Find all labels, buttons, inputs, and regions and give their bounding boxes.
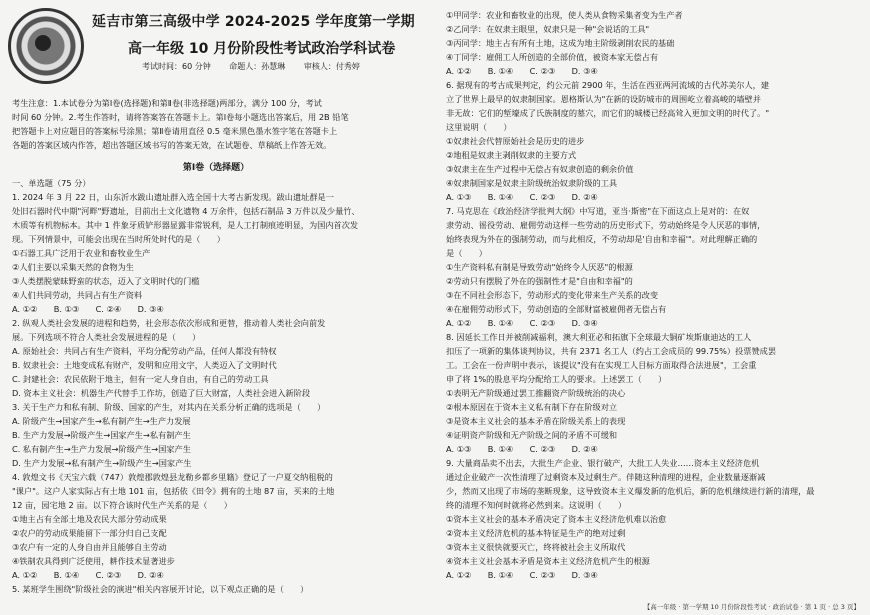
- text-line: 木质等有机物标本。其中 1 件象牙质铲形器显露非常锐利，是人工打制痕迹明显，为国内首次发: [12, 220, 359, 230]
- text-line: ②劳动只有摆脱了外在的强制性才是"自由和幸福"的: [446, 276, 633, 286]
- text-line: ②资本主义经济危机的基本特征是生产的绝对过剩: [446, 528, 626, 538]
- text-line: A. 阶级产生→国家产生→私有制产生→生产力发展: [12, 416, 191, 426]
- text-line: A. ①② B. ①④ C. ②③ D. ③④: [446, 66, 598, 76]
- text-line: 2. 纵观人类社会发展的进程和趋势，社会形态依次形成和更替，推动着人类社会向前发: [12, 318, 326, 328]
- text-line: ①资本主义社会的基本矛盾决定了资本主义经济危机难以治愈: [446, 514, 667, 524]
- exam-time: 考试时间：60 分钟: [142, 62, 211, 71]
- text-line: ②乙同学：在奴隶主眼里，奴隶只是一种"会说话的工具": [446, 24, 650, 34]
- text-line: 12 亩，园宅地 2 亩。以下符合该时代生产关系的是（ ）: [12, 500, 232, 510]
- school-title: 延吉市第三高级中学 2024-2025 学年度第一学期: [92, 14, 415, 30]
- text-line: 9. 大量商品卖不出去，大批生产企业、银行破产，大批工人失业……资本主义经济危机: [446, 458, 760, 468]
- text-line: D. 资本主义社会：机器生产代替手工作坊，创造了巨大财富，人类社会进入新阶段: [12, 388, 311, 398]
- text-line: 终的清理不知何时就将必然到来。这说明（ ）: [446, 500, 627, 510]
- text-line: ④在雇佣劳动形式下，劳动创造的全部财富被雇佣者无偿占有: [446, 304, 667, 314]
- text-line: 这里说明（ ）: [446, 122, 512, 132]
- text-line: ①奴隶社会代替原始社会是历史的进步: [446, 136, 585, 146]
- text-line: 工。工会在一份声明中表示，该提议"没有在实现工人目标方面取得合法进展"，工会重: [446, 360, 757, 370]
- text-line: ④证明资产阶级和无产阶级之间的矛盾不可缓和: [446, 430, 618, 440]
- text-line: ②人们主要以采集天然的食物为生: [12, 262, 134, 272]
- text-line: 少，然而又出现了市场的垄断现象，这导致资本主义爆发新的危机后，新的危机继续进行新的清理，最: [446, 486, 815, 496]
- exam-title: 高一年级 10 月份阶段性考试政治学科试卷: [128, 41, 396, 57]
- text-line: 5. 某班学生围绕"阶级社会的演进"相关内容展开讨论，以下观点正确的是（ ）: [12, 584, 309, 594]
- text-line: 通过企业破产一次性清理了过剩资本及过剩生产。伴随这种清理的进程，企业数量逐渐减: [446, 472, 766, 482]
- text-line: 6. 据现有的考古成果判定，约公元前 2900 年，生活在西亚两河流域的古代苏美尔人，建: [446, 80, 770, 90]
- text-line: ④丁同学：雇佣工人所创造的全部价值，被资本家无偿占有: [446, 52, 659, 62]
- text-line: 一、单选题（75 分）: [12, 178, 91, 188]
- text-line: 展。下列选项不符合人类社会发展进程的是（ ）: [12, 332, 201, 342]
- text-line: ④资本主义社会基本矛盾是资本主义经济危机产生的根源: [446, 556, 650, 566]
- text-line: ①生产资料私有制是导致劳动"始终令人厌恶"的根源: [446, 262, 633, 272]
- text-line: ④奴隶制国家是奴隶主阶级统治奴隶阶级的工具: [446, 178, 618, 188]
- text-line: ③人类摆脱蒙昧野蛮的状态，迈入了文明时代的门槛: [12, 276, 200, 286]
- text-line: 8. 因延长工作日并被削减福利，澳大利亚必和拓旗下全球最大铜矿埃斯康迪达的工人: [446, 332, 752, 342]
- text-line: A. ①② B. ①④ C. ②③ D. ②④: [12, 570, 164, 580]
- instructions: [12, 96, 426, 152]
- text-line: ②根本原因在于资本主义私有制下存在阶级对立: [446, 402, 618, 412]
- text-line: ④铁制农具得到广泛使用，耕作技术显著进步: [12, 556, 175, 566]
- text-line: ③奴隶主在生产过程中无偿占有奴隶创造的剩余价值: [446, 164, 634, 174]
- text-line: 4. 敦煌文书《天宝六载（747）敦煌郡敦煌县龙勒乡都乡里籍》登记了一户夏交纳租税的: [12, 472, 333, 482]
- text-line: 时间 60 分钟。2.考生作答时，请将答案答在答题卡上。第Ⅰ卷每小题选出答案后，用 2B 铅笔: [12, 112, 349, 122]
- text-line: ②农户的劳动成果能留下一部分归自己支配: [12, 528, 167, 538]
- text-line: ③农户有一定的人身自由并且能够自主劳动: [12, 542, 167, 552]
- text-line: 是（ ）: [446, 248, 487, 258]
- text-line: ①地主占有全部土地及农民大部分劳动成果: [12, 514, 167, 524]
- page-footer: 【高一年级 · 第一学期 10 月份阶段性考试 · 政治试卷 · 第 1 页 · 总 3 页】: [643, 603, 860, 611]
- text-line: 考生注意：1.本试卷分为第Ⅰ卷(选择题)和第Ⅱ卷(非选择题)两部分，满分 100 分，考试: [12, 98, 322, 108]
- section-title: 第Ⅰ卷（选择题）: [182, 163, 250, 173]
- text-line: 7. 马克思在《政治经济学批判大纲》中写道，亚当·斯密"在下面这点上是对的：在奴: [446, 206, 750, 216]
- text-line: A. ①③ B. ①④ C. ②③ D. ②④: [446, 444, 598, 454]
- text-line: 1. 2024 年 3 月 22 日，山东沂水跋山遗址群入选全国十大考古新发现。跋山遗址群是一: [12, 192, 334, 202]
- school-seal-icon: [8, 8, 84, 84]
- text-line: ①表明无产阶级通过罢工推翻资产阶级统治的决心: [446, 388, 626, 398]
- text-line: 扣压了一项新的集体谈判协议，共有 2371 名工人（约占工会成员的 99.75%）投票赞成罢: [446, 346, 777, 356]
- text-line: ③是资本主义社会的基本矛盾在阶级关系上的表现: [446, 416, 626, 426]
- text-line: A. ①③ B. ①④ C. ②③ D. ②④: [446, 192, 598, 202]
- left-questions: [12, 176, 426, 596]
- text-line: ②地租是奴隶主剥削奴隶的主要方式: [446, 150, 577, 160]
- text-line: ③在不同社会形态下，劳动形式的变化带来生产关系的改变: [446, 290, 659, 300]
- text-line: ④人们共同劳动，共同占有生产资料: [12, 290, 143, 300]
- text-line: 隶劳动、徭役劳动、雇佣劳动这样一些劳动的历史形式下，劳动始终是令人厌恶的事情，: [446, 220, 766, 230]
- text-line: 把答题卡上对应题目的答案标号涂黑；第Ⅱ卷请用直径 0.5 毫米黑色墨水签字笔在答题卡上: [12, 126, 338, 136]
- text-line: C. 私有制产生→生产力发展→阶级产生→国家产生: [12, 444, 191, 454]
- text-line: 非无故：它们的堑壕成了氏族制度的墓穴，而它们的城楼已经高耸入更加文明的时代了。": [446, 108, 770, 118]
- exam-reviewer: 审核人：付秀婷: [303, 62, 360, 71]
- text-line: ③丙同学：地主占有所有土地，这成为地主阶级剥削农民的基础: [446, 38, 675, 48]
- text-line: ①甲同学：农业和畜牧业的出现，使人类从食物采集者变为生产者: [446, 10, 683, 20]
- text-line: C. 封建社会：农民依附于地主，但有一定人身自由，有自己的劳动工具: [12, 374, 269, 384]
- text-line: 3. 关于生产力和私有制、阶级、国家的产生，对其内在关系分析正确的选项是（ ）: [12, 402, 326, 412]
- text-line: D. 生产力发展→私有制产生→阶级产生→国家产生: [12, 458, 192, 468]
- text-line: A. ①② B. ①③ C. ②④ D. ③④: [12, 304, 164, 314]
- right-column: [434, 0, 870, 615]
- right-questions: [446, 8, 870, 582]
- text-line: A. ①② B. ①④ C. ②③ D. ③④: [446, 570, 598, 580]
- text-line: ①石器工具广泛用于农业和畜牧业生产: [12, 248, 151, 258]
- exam-setter: 命题人：孙慧琳: [229, 62, 286, 71]
- text-line: 立了世界上最早的奴隶制国家。恩格斯认为"在新的设防城市的周围屹立着高峻的墙壁并: [446, 94, 761, 104]
- left-column: [0, 0, 432, 615]
- text-line: A. 原始社会：共同占有生产资料，平均分配劳动产品，任何人都没有特权: [12, 346, 277, 356]
- text-line: B. 生产力发展→阶级产生→国家产生→私有制产生: [12, 430, 191, 440]
- text-line: 现。下列情景中，可能会出现在当时所处时代的是（ ）: [12, 234, 225, 244]
- text-line: "课户"。这户人家实际占有土地 101 亩，包括依《田令》拥有的土地 87 亩，买来的土地: [12, 486, 335, 496]
- text-line: 各题的答案区域内作答，超出答题区域书写的答案无效，在试题卷、草稿纸上作答无效。: [12, 140, 332, 150]
- text-line: ③资本主义很快就要灭亡，终将被社会主义所取代: [446, 542, 626, 552]
- text-line: 处旧石器时代中期"河畔"野遗址，目前出土文化遗物 4 万余件，包括石制品 3 万件以及少量竹、: [12, 206, 360, 216]
- text-line: 始终表现为外在的强制劳动，而与此相反，不劳动却是'自由和幸福'"。对此理解正确的: [446, 234, 758, 244]
- text-line: A. ①② B. ①④ C. ②③ D. ③④: [446, 318, 598, 328]
- text-line: B. 奴隶社会：土地变成私有财产，发明和应用文字，人类迈入了文明时代: [12, 360, 277, 370]
- exam-meta: [142, 61, 376, 72]
- text-line: 申了将 1%的股息平均分配给工人的要求。上述罢工（ ）: [446, 374, 667, 384]
